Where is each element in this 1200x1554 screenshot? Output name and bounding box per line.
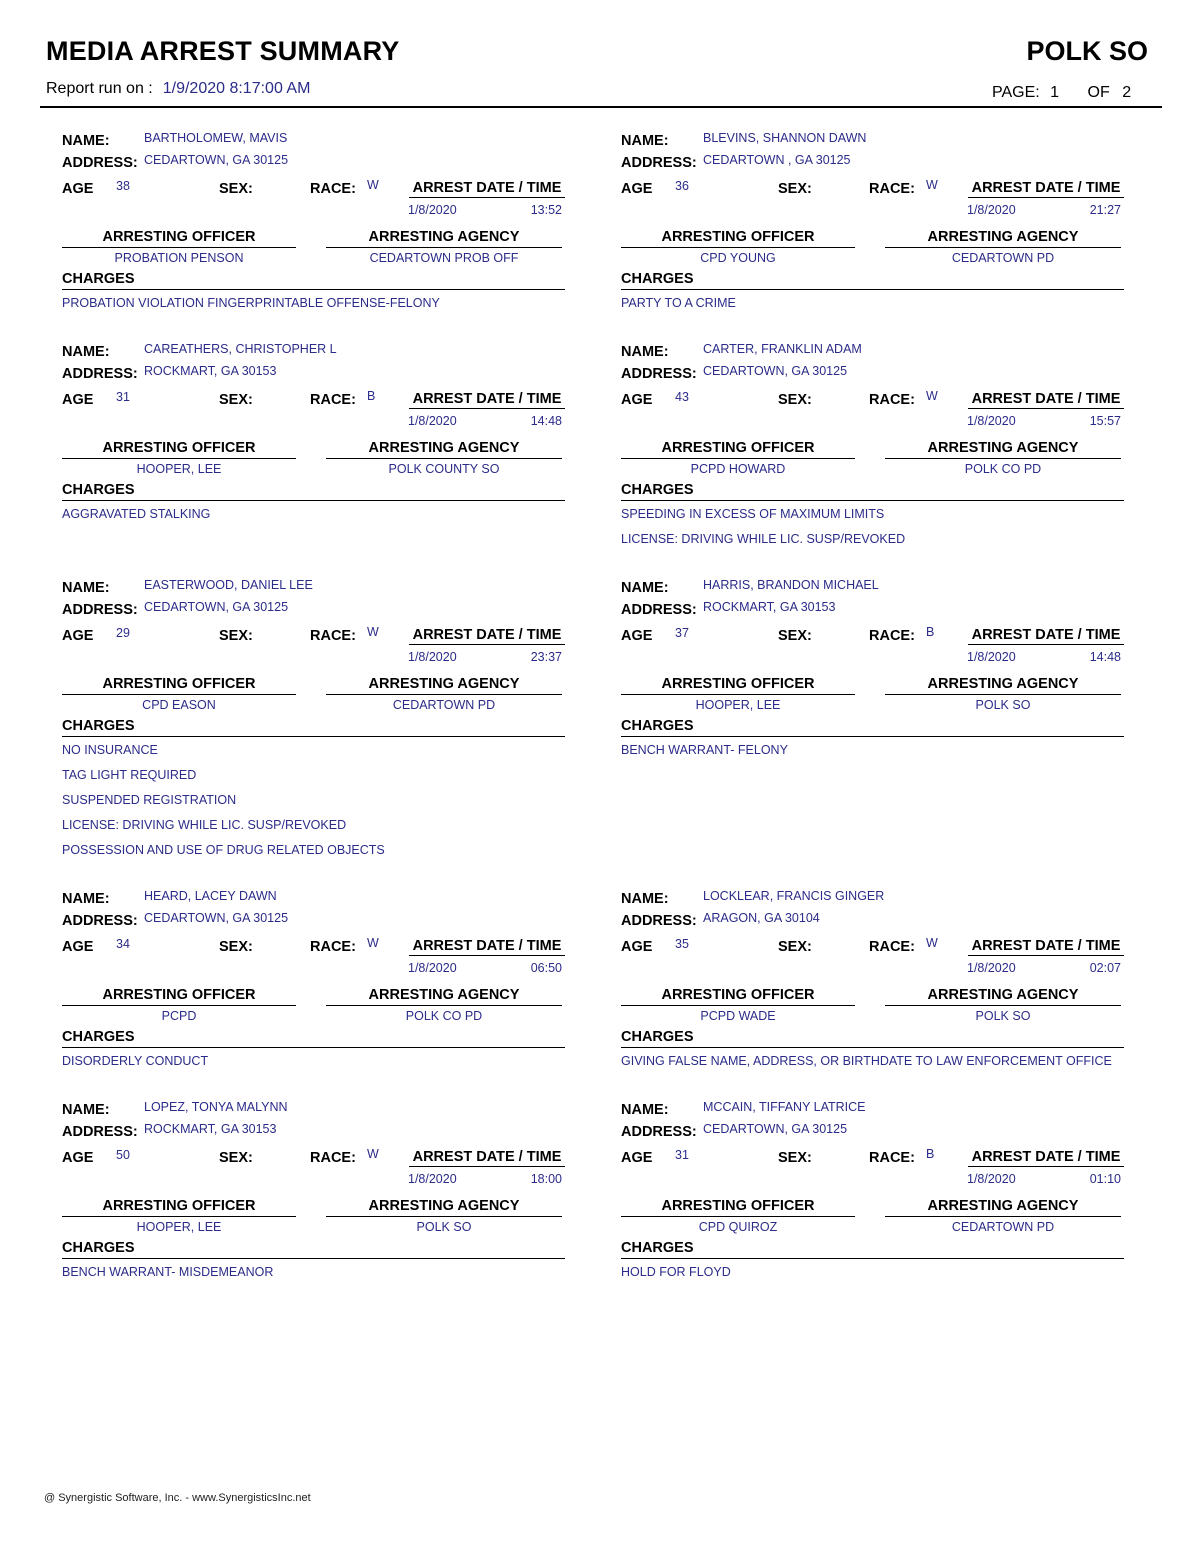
address-label: ADDRESS: [621,602,697,618]
sex-label: SEX: [219,939,253,955]
arresting-agency-value: POLK SO [975,698,1031,712]
name-value: CAREATHERS, CHRISTOPHER L [144,342,337,356]
arrest-date: 1/8/2020 [967,961,1016,975]
arresting-agency-header: ARRESTING AGENCY [326,229,562,248]
address-value: CEDARTOWN, GA 30125 [703,1122,848,1136]
age-value: 35 [675,937,689,951]
arresting-officer-value: PCPD [161,1009,197,1023]
race-value: B [367,389,376,403]
arresting-officer-header: ARRESTING OFFICER [62,440,296,459]
race-value: W [926,936,938,950]
name-label: NAME: [621,1102,669,1118]
arrest-record-10 [621,1102,1126,1302]
name-label: NAME: [621,133,669,149]
arrest-record-3 [62,344,567,544]
race-label: RACE: [310,181,356,197]
arrest-date-time-header: ARREST DATE / TIME [409,938,565,956]
arrest-date-time-header: ARREST DATE / TIME [409,391,565,409]
arresting-officer-header: ARRESTING OFFICER [62,229,296,248]
charge-item: DISORDERLY CONDUCT [62,1054,209,1068]
race-label: RACE: [310,939,356,955]
age-value: 29 [116,626,130,640]
address-value: CEDARTOWN, GA 30125 [144,600,289,614]
header-divider [40,106,1162,108]
address-label: ADDRESS: [62,1124,138,1140]
arresting-agency-value: POLK SO [975,1009,1031,1023]
report-title: MEDIA ARREST SUMMARY [46,36,400,66]
page-indicator [992,84,1131,102]
arrest-date-time-header: ARREST DATE / TIME [968,627,1124,645]
of-label: OF [1087,84,1110,101]
charge-item: NO INSURANCE [62,743,158,757]
arresting-officer-header: ARRESTING OFFICER [621,1198,855,1217]
name-value: BLEVINS, SHANNON DAWN [703,131,867,145]
arresting-officer-header: ARRESTING OFFICER [621,676,855,695]
arrest-date: 1/8/2020 [408,650,457,664]
name-label: NAME: [62,344,110,360]
arresting-agency-header: ARRESTING AGENCY [885,1198,1121,1217]
address-label: ADDRESS: [621,913,697,929]
race-value: B [926,1147,935,1161]
name-value: HARRIS, BRANDON MICHAEL [703,578,879,592]
arrest-date-time-header: ARREST DATE / TIME [968,180,1124,198]
sex-label: SEX: [219,628,253,644]
address-value: CEDARTOWN, GA 30125 [703,364,848,378]
address-label: ADDRESS: [62,366,138,382]
race-label: RACE: [869,1150,915,1166]
race-label: RACE: [869,392,915,408]
arresting-officer-value: CPD QUIROZ [698,1220,778,1234]
charges-header: CHARGES [62,482,565,501]
charge-item: GIVING FALSE NAME, ADDRESS, OR BIRTHDATE TO LAW ENFORCEMENT OFFICE [621,1054,1112,1068]
arresting-officer-header: ARRESTING OFFICER [62,676,296,695]
arrest-time: 18:00 [530,1172,562,1186]
arresting-agency-header: ARRESTING AGENCY [885,440,1121,459]
arrest-record-8 [621,891,1126,1091]
charge-item: HOLD FOR FLOYD [621,1265,731,1279]
charges-header: CHARGES [621,271,1124,290]
name-value: HEARD, LACEY DAWN [144,889,277,903]
address-label: ADDRESS: [62,913,138,929]
name-value: BARTHOLOMEW, MAVIS [144,131,288,145]
name-label: NAME: [62,891,110,907]
charge-item: SPEEDING IN EXCESS OF MAXIMUM LIMITS [621,507,885,521]
arrest-date-time-header: ARREST DATE / TIME [968,1149,1124,1167]
arrest-date: 1/8/2020 [408,414,457,428]
charge-item: POSSESSION AND USE OF DRUG RELATED OBJECTS [62,843,385,857]
name-value: LOCKLEAR, FRANCIS GINGER [703,889,885,903]
arresting-agency-header: ARRESTING AGENCY [326,440,562,459]
arrest-record-6 [621,580,1126,780]
arresting-officer-header: ARRESTING OFFICER [62,987,296,1006]
arresting-agency-value: POLK COUNTY SO [388,462,500,476]
age-value: 50 [116,1148,130,1162]
age-label: AGE [621,1150,653,1166]
sex-label: SEX: [778,181,812,197]
arrest-time: 01:10 [1089,1172,1121,1186]
race-label: RACE: [310,628,356,644]
race-label: RACE: [869,628,915,644]
race-value: W [367,1147,379,1161]
address-value: CEDARTOWN, GA 30125 [144,153,289,167]
arresting-agency-value: CEDARTOWN PROB OFF [369,251,519,265]
address-value: ARAGON, GA 30104 [703,911,820,925]
arresting-officer-value: PCPD HOWARD [690,462,786,476]
page-total: 2 [1122,84,1132,101]
arresting-officer-value: CPD YOUNG [700,251,776,265]
race-value: B [926,625,935,639]
race-value: W [367,936,379,950]
name-label: NAME: [62,1102,110,1118]
page-number: 1 [1050,84,1060,101]
charges-header: CHARGES [62,718,565,737]
charges-header: CHARGES [62,1029,565,1048]
arrest-date: 1/8/2020 [408,961,457,975]
charge-item: LICENSE: DRIVING WHILE LIC. SUSP/REVOKED [62,818,347,832]
age-value: 36 [675,179,689,193]
arrest-date: 1/8/2020 [967,650,1016,664]
age-label: AGE [621,628,653,644]
arresting-agency-header: ARRESTING AGENCY [885,676,1121,695]
age-label: AGE [62,1150,94,1166]
arrest-time: 23:37 [530,650,562,664]
agency-title: POLK SO [1026,36,1148,66]
sex-label: SEX: [778,628,812,644]
charge-item: LICENSE: DRIVING WHILE LIC. SUSP/REVOKED [621,532,906,546]
name-value: EASTERWOOD, DANIEL LEE [144,578,313,592]
age-label: AGE [621,181,653,197]
race-value: W [926,178,938,192]
arresting-officer-value: CPD EASON [142,698,216,712]
race-value: W [367,178,379,192]
charges-header: CHARGES [62,1240,565,1259]
arresting-officer-value: HOOPER, LEE [136,462,222,476]
report-run-label: Report run on : [46,80,153,97]
arrest-time: 14:48 [530,414,562,428]
name-value: LOPEZ, TONYA MALYNN [144,1100,288,1114]
charges-header: CHARGES [621,718,1124,737]
age-label: AGE [62,392,94,408]
charge-item: BENCH WARRANT- FELONY [621,743,788,757]
arresting-officer-value: HOOPER, LEE [695,698,781,712]
arrest-record-5 [62,578,567,857]
age-value: 34 [116,937,130,951]
arresting-officer-value: HOOPER, LEE [136,1220,222,1234]
address-label: ADDRESS: [621,155,697,171]
arresting-agency-header: ARRESTING AGENCY [326,676,562,695]
race-label: RACE: [869,939,915,955]
arrest-record-7 [62,891,567,1091]
arresting-officer-value: PROBATION PENSON [114,251,244,265]
arresting-officer-header: ARRESTING OFFICER [62,1198,296,1217]
address-value: ROCKMART, GA 30153 [144,364,277,378]
sex-label: SEX: [778,939,812,955]
arrest-time: 21:27 [1089,203,1121,217]
arresting-agency-header: ARRESTING AGENCY [326,987,562,1006]
sex-label: SEX: [778,392,812,408]
arrest-date-time-header: ARREST DATE / TIME [968,938,1124,956]
address-value: ROCKMART, GA 30153 [703,600,836,614]
arrest-date-time-header: ARREST DATE / TIME [409,1149,565,1167]
arresting-officer-header: ARRESTING OFFICER [621,440,855,459]
sex-label: SEX: [219,392,253,408]
arresting-agency-value: POLK CO PD [405,1009,483,1023]
charge-item: PARTY TO A CRIME [621,296,736,310]
address-label: ADDRESS: [62,602,138,618]
name-label: NAME: [621,344,669,360]
charge-item: AGGRAVATED STALKING [62,507,211,521]
report-run-value: 1/9/2020 8:17:00 AM [162,80,311,97]
arrest-date: 1/8/2020 [967,1172,1016,1186]
arrest-time: 02:07 [1089,961,1121,975]
name-label: NAME: [62,580,110,596]
race-value: W [926,389,938,403]
arresting-officer-value: PCPD WADE [700,1009,776,1023]
age-label: AGE [621,939,653,955]
arresting-agency-value: CEDARTOWN PD [951,1220,1055,1234]
age-label: AGE [62,939,94,955]
arrest-time: 14:48 [1089,650,1121,664]
name-label: NAME: [621,580,669,596]
age-value: 37 [675,626,689,640]
arrest-time: 06:50 [530,961,562,975]
charge-item: BENCH WARRANT- MISDEMEANOR [62,1265,274,1279]
charge-item: TAG LIGHT REQUIRED [62,768,197,782]
name-label: NAME: [621,891,669,907]
charges-header: CHARGES [621,482,1124,501]
sex-label: SEX: [219,181,253,197]
address-value: CEDARTOWN, GA 30125 [144,911,289,925]
age-label: AGE [621,392,653,408]
address-value: ROCKMART, GA 30153 [144,1122,277,1136]
arrest-record-1 [62,133,567,333]
arresting-agency-value: CEDARTOWN PD [951,251,1055,265]
age-label: AGE [62,181,94,197]
arrest-date: 1/8/2020 [967,414,1016,428]
arresting-officer-header: ARRESTING OFFICER [621,987,855,1006]
age-value: 38 [116,179,130,193]
arrest-date-time-header: ARREST DATE / TIME [409,627,565,645]
report-run-line [46,80,310,98]
address-label: ADDRESS: [62,155,138,171]
race-label: RACE: [310,1150,356,1166]
sex-label: SEX: [219,1150,253,1166]
age-label: AGE [62,628,94,644]
arrest-record-9 [62,1102,567,1302]
arresting-agency-value: POLK SO [416,1220,472,1234]
age-value: 43 [675,390,689,404]
address-label: ADDRESS: [621,366,697,382]
sex-label: SEX: [778,1150,812,1166]
page-label: PAGE: [992,84,1040,101]
charges-header: CHARGES [621,1029,1124,1048]
arrest-record-2 [621,133,1126,333]
name-value: MCCAIN, TIFFANY LATRICE [703,1100,866,1114]
charges-header: CHARGES [62,271,565,290]
arrest-date-time-header: ARREST DATE / TIME [409,180,565,198]
charge-item: PROBATION VIOLATION FINGERPRINTABLE OFFENSE-FELONY [62,296,440,310]
race-label: RACE: [869,181,915,197]
arresting-agency-value: CEDARTOWN PD [392,698,496,712]
arresting-agency-header: ARRESTING AGENCY [885,987,1121,1006]
address-value: CEDARTOWN , GA 30125 [703,153,851,167]
arrest-date: 1/8/2020 [408,1172,457,1186]
age-value: 31 [116,390,130,404]
race-label: RACE: [310,392,356,408]
arresting-agency-value: POLK CO PD [964,462,1042,476]
arresting-officer-header: ARRESTING OFFICER [621,229,855,248]
race-value: W [367,625,379,639]
footer-copyright: @ Synergistic Software, Inc. - www.SynergisticsInc.net [44,1492,311,1504]
arresting-agency-header: ARRESTING AGENCY [326,1198,562,1217]
arrest-record-4 [621,344,1126,544]
arrest-date: 1/8/2020 [408,203,457,217]
charges-header: CHARGES [621,1240,1124,1259]
name-value: CARTER, FRANKLIN ADAM [703,342,862,356]
age-value: 31 [675,1148,689,1162]
charge-item: SUSPENDED REGISTRATION [62,793,237,807]
name-label: NAME: [62,133,110,149]
arresting-agency-header: ARRESTING AGENCY [885,229,1121,248]
arrest-date: 1/8/2020 [967,203,1016,217]
arrest-date-time-header: ARREST DATE / TIME [968,391,1124,409]
address-label: ADDRESS: [621,1124,697,1140]
arrest-time: 13:52 [530,203,562,217]
arrest-time: 15:57 [1089,414,1121,428]
